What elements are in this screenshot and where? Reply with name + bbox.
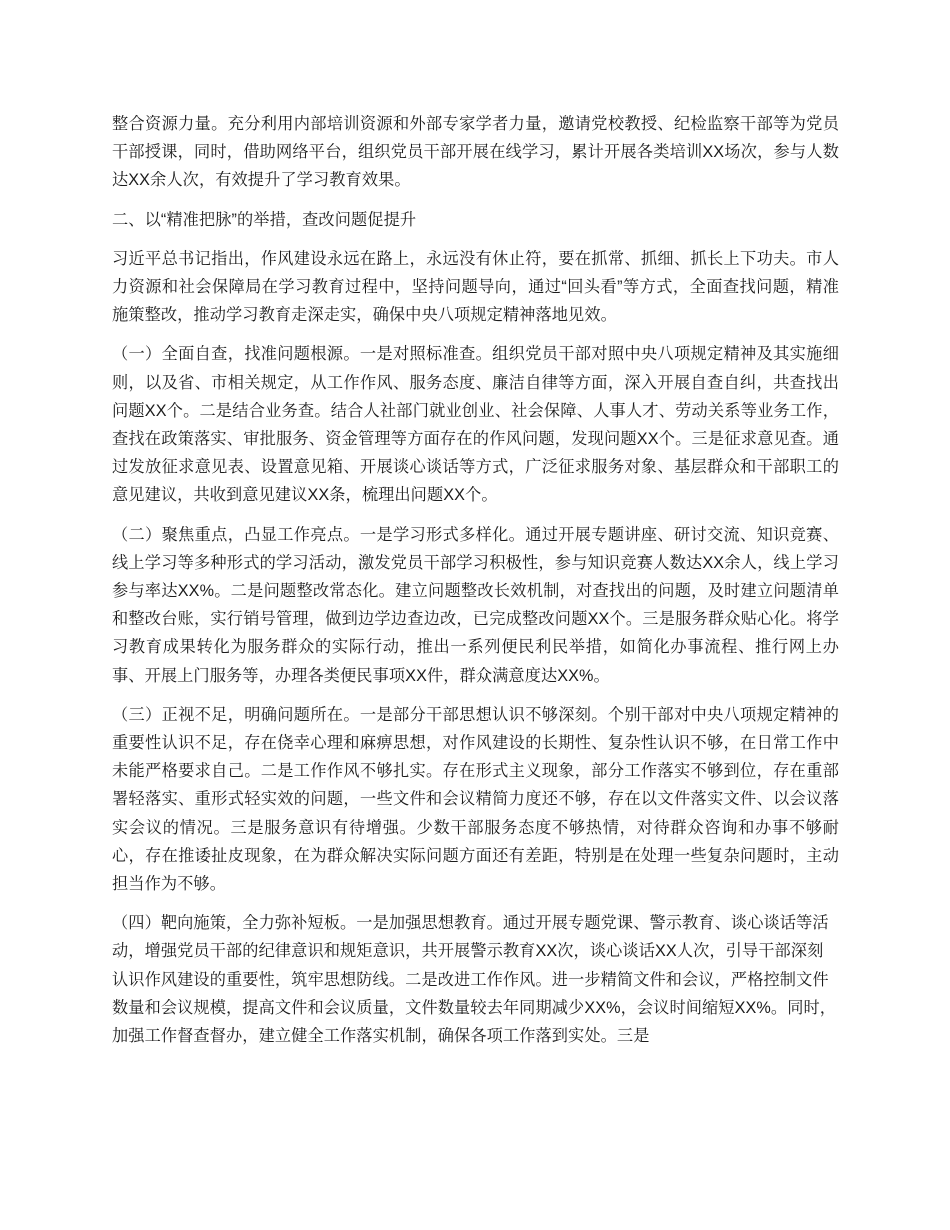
- paragraph-continued-training: 整合资源力量。充分利用内部培训资源和外部专家学者力量，邀请党校教授、纪检监察干部等为党员干部授课，同时，借助网络平台，组织党员干部开展在线学习，累计开展各类培训XX场次，参与人数达XX余人次，有效提升了学习教育效果。: [112, 115, 839, 190]
- paragraph-item-two: （二）聚焦重点，凸显工作亮点。一是学习形式多样化。通过开展专题讲座、研讨交流、知识竞赛、线上学习等多种形式的学习活动，激发党员干部学习积极性，参与知识竞赛人数达XX余人，线上学习参与率达XX%。二是问题整改常态化。建立问题整改长效机制，对查找出的问题，及时建立问题清单和整改台账，实行销号管理，做到边学边查边改，已完成整改问题XX个。三是服务群众贴心化。将学习教育成果转化为服务群众的实际行动，推出一系列便民利民举措，如简化办事流程、推行网上办事、开展上门服务等，办理各类便民事项XX件，群众满意度达XX%。: [112, 525, 839, 685]
- heading-section-two: 二、以“精准把脉”的举措，查改问题促提升: [112, 210, 417, 229]
- paragraph-item-four: （四）靶向施策，全力弥补短板。一是加强思想教育。通过开展专题党课、警示教育、谈心谈话等活动，增强党员干部的纪律意识和规矩意识，共开展警示教育XX次，谈心谈话XX人次，引导干部深刻认识作风建设的重要性，筑牢思想防线。二是改进工作作风。进一步精简文件和会议，严格控制文件数量和会议规模，提高文件和会议质量，文件数量较去年同期减少XX%，会议时间缩短XX%。同时，加强工作督查督办，建立健全工作落实机制，确保各项工作落到实处。三是: [112, 914, 837, 1046]
- paragraph-item-one: （一）全面自查，找准问题根源。一是对照标准查。组织党员干部对照中央八项规定精神及其实施细则，以及省、市相关规定，从工作作风、服务态度、廉洁自律等方面，深入开展自查自纠，共查找出问题XX个。二是结合业务查。结合人社部门就业创业、社会保障、人事人才、劳动关系等业务工作，查找在政策落实、审批服务、资金管理等方面存在的作风问题，发现问题XX个。三是征求意见查。通过发放征求意见表、设置意见箱、开展谈心谈话等方式，广泛征求服务对象、基层群众和干部职工的意见建议，共收到意见建议XX条，梳理出问题XX个。: [112, 345, 839, 505]
- document-text-body: [112, 110, 839, 1061]
- paragraph-item-three: （三）正视不足，明确问题所在。一是部分干部思想认识不够深刻。个别干部对中央八项规定精神的重要性认识不足，存在侥幸心理和麻痹思想，对作风建设的长期性、复杂性认识不够，在日常工作中未能严格要求自己。二是工作作风不够扎实。存在形式主义现象，部分工作落实不够到位，存在重部署轻落实、重形式轻实效的问题，一些文件和会议精简力度还不够，存在以文件落实文件、以会议落实会议的情况。三是服务意识有待增强。少数干部服务态度不够热情，对待群众咨询和办事不够耐心，存在推诿扯皮现象，在为群众解决实际问题方面还有差距，特别是在处理一些复杂问题时，主动担当作为不够。: [112, 705, 839, 894]
- paragraph-xi-quote: 习近平总书记指出，作风建设永远在路上，永远没有休止符，要在抓常、抓细、抓长上下功夫。市人力资源和社会保障局在学习教育过程中，坚持问题导向，通过“回头看”等方式，全面查找问题，精准施策整改，推动学习教育走深走实，确保中央八项规定精神落地见效。: [112, 249, 839, 325]
